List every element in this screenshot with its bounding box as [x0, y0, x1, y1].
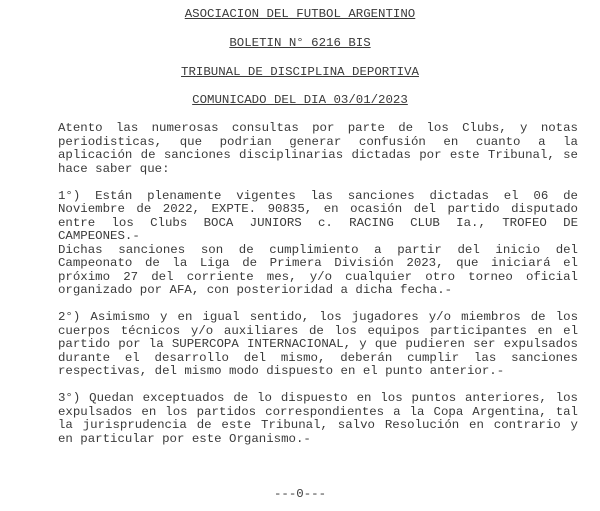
text-line: próximo 27 del corriente mes, y/o cualquier otro torneo oficial: [58, 269, 578, 284]
document-body: [58, 122, 578, 446]
end-mark: ---0---: [273, 487, 327, 501]
text-line: aplicación de sanciones disciplinarias dictadas por este Tribunal, se: [58, 148, 578, 162]
point-1-paragraph: [58, 190, 578, 298]
text-line: respectivas, del mismo modo dispuesto en el punto anterior.-: [58, 364, 505, 378]
text-line: expulsados en los partidos correspondientes a la Copa Argentina, tal: [58, 404, 578, 419]
text-line: CAMPEONES.-: [58, 229, 140, 243]
text-line: periodisticas, que podrian generar confusión en cuanto a la: [58, 134, 578, 149]
intro-paragraph: [58, 122, 578, 176]
communique-heading: COMUNICADO DEL DIA 03/01/2023: [192, 93, 408, 107]
point-2-paragraph: [58, 311, 578, 379]
text-line: organizado por AFA, con posterioridad a dicha fecha.-: [58, 283, 453, 297]
text-line: durante el desarrollo del mismo, deberán cumplir las sanciones: [58, 350, 578, 365]
text-line: cuerpos técnicos y/o auxiliares de los equipos participantes en el: [58, 323, 578, 338]
text-line: la jurisprudencia de este Tribunal, salvo Resolución en contrario y: [58, 418, 578, 432]
text-line: Campeonato de la Liga de Primera División 2023, que iniciará el: [58, 256, 578, 270]
text-line: 3°) Quedan exceptuados de lo dispuesto en los puntos anteriores, los: [58, 391, 578, 405]
text-line: en particular por este Organismo.-: [58, 431, 311, 446]
text-line: hace saber que:: [58, 161, 170, 176]
text-line: 2°) Asimismo y en igual sentido, los jugadores y/o miembros de los: [58, 310, 578, 324]
text-line: 1°) Están plenamente vigentes las sanciones dictadas el 06 de: [58, 188, 578, 203]
text-line: Noviembre de 2022, EXPTE. 90835, en ocasión del partido disputado: [58, 202, 578, 216]
text-line: Atento las numerosas consultas por parte de los Clubs, y notas: [58, 121, 578, 135]
text-line: partido por la SUPERCOPA INTERNACIONAL, y que pudieren ser expulsados: [58, 337, 578, 351]
org-heading: ASOCIACION DEL FUTBOL ARGENTINO: [184, 7, 416, 21]
point-3-paragraph: [58, 392, 578, 446]
text-line: entre los Clubs BOCA JUNIORS c. RACING CLUB Ia., TROFEO DE: [58, 215, 578, 230]
tribunal-heading: TRIBUNAL DE DISCIPLINA DEPORTIVA: [181, 65, 419, 79]
text-line: Dichas sanciones son de cumplimiento a partir del inicio del: [58, 242, 578, 257]
bulletin-heading: BOLETIN N° 6216 BIS: [229, 36, 371, 50]
